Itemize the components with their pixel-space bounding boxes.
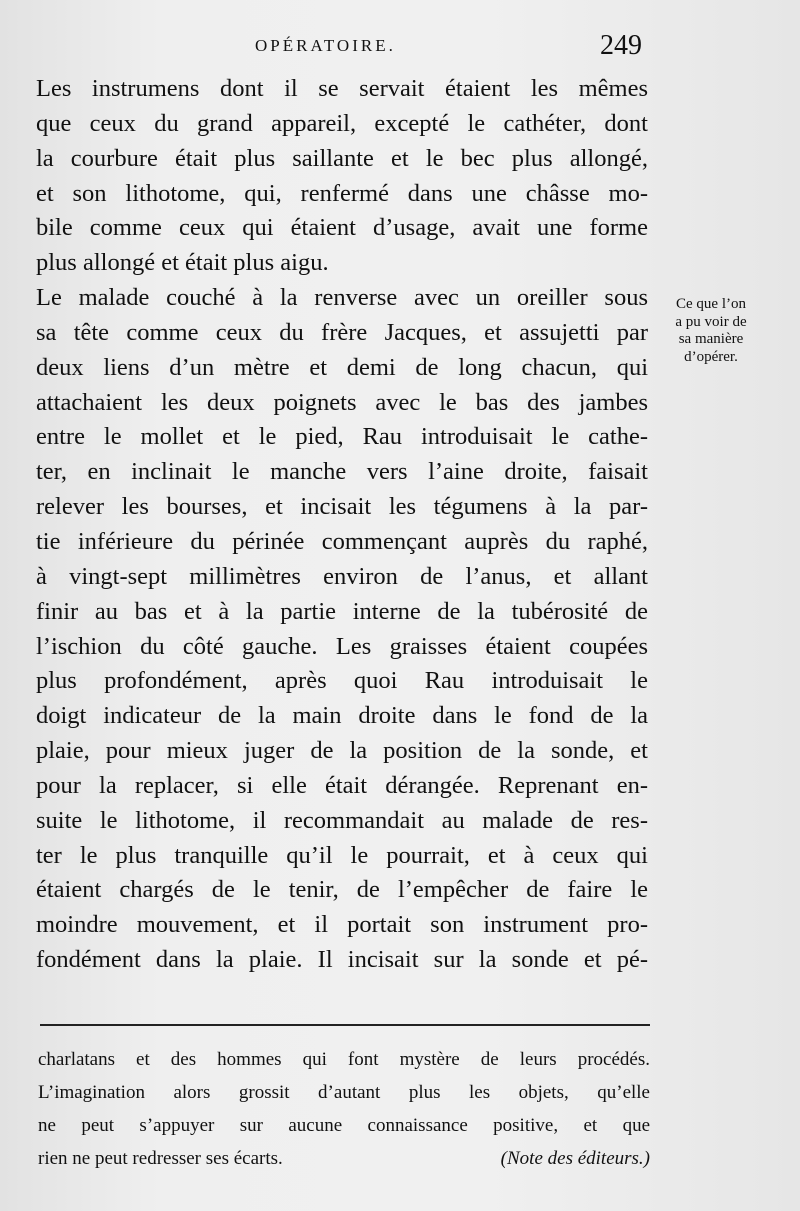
marginal-note-line: d’opérer. (684, 348, 738, 365)
body-line: ter le plus tranquille qu’il le pourrait, et à ceux qui (36, 841, 648, 869)
body-line: ter, en inclinait le manche vers l’aine droite, faisait (36, 458, 648, 486)
footnote-credit: (Note des éditeurs.) (500, 1148, 650, 1169)
footnote-line: charlatans et des hommes qui font mystère de leurs procédés. (38, 1049, 650, 1070)
body-line: sa tête comme ceux du frère Jacques, et assujetti par (36, 318, 648, 346)
page-header (0, 30, 800, 70)
body-line: entre le mollet et le pied, Rau introduisait le cathe- (36, 423, 648, 451)
body-line: la courbure était plus saillante et le bec plus allongé, (36, 144, 648, 172)
page-number: 249 (600, 30, 642, 61)
body-line: à vingt-sept millimètres environ de l’anus, et allant (36, 562, 648, 590)
body-line: finir au bas et à la partie interne de la tubérosité de (36, 597, 648, 625)
marginal-note-line: Ce que l’on (676, 296, 746, 312)
footnote (38, 1043, 650, 1175)
marginal-note-line: a pu voir de (675, 313, 747, 330)
body-line: suite le lithotome, il recommandait au malade de res- (36, 806, 648, 834)
body-line: Les instrumens dont il se servait étaient les mêmes (36, 75, 648, 102)
footnote-text: rien ne peut redresser ses écarts. (38, 1148, 283, 1169)
marginal-note (655, 296, 767, 366)
body-text (36, 72, 648, 978)
body-line: plaie, pour mieux juger de la position de la sonde, et (36, 737, 648, 765)
footnote-rule (40, 1024, 650, 1026)
footnote-line: ne peut s’appuyer sur aucune connaissance positive, et que (38, 1115, 650, 1136)
body-line: deux liens d’un mètre et demi de long chacun, qui (36, 353, 648, 381)
body-line: fondément dans la plaie. Il incisait sur la sonde et pé- (36, 946, 648, 974)
body-line: doigt indicateur de la main droite dans le fond de la (36, 702, 648, 730)
body-line: relever les bourses, et incisait les tégumens à la par- (36, 493, 648, 521)
body-line: étaient chargés de le tenir, de l’empêcher de faire le (36, 876, 648, 904)
marginal-note-line: sa manière (678, 331, 744, 347)
body-line: plus profondément, après quoi Rau introduisait le (36, 667, 648, 695)
body-line: que ceux du grand appareil, excepté le cathéter, dont (36, 109, 648, 137)
body-line: plus allongé et était plus aigu. (36, 249, 329, 277)
body-line: tie inférieure du périnée commençant auprès du raphé, (36, 527, 648, 555)
footnote-last-line (38, 1142, 650, 1175)
body-line: l’ischion du côté gauche. Les graisses étaient coupées (36, 632, 648, 660)
body-line: bile comme ceux qui étaient d’usage, avait une forme (36, 214, 648, 242)
body-line: Le malade couché à la renverse avec un oreiller sous (36, 284, 648, 312)
body-line: moindre mouvement, et il portait son instrument pro- (36, 911, 648, 939)
running-head: OPÉRATOIRE. (255, 36, 396, 55)
footnote-line: L’imagination alors grossit d’autant plus les objets, qu’elle (38, 1082, 650, 1103)
body-line: et son lithotome, qui, renfermé dans une châsse mo- (36, 179, 648, 207)
body-line: pour la replacer, si elle était dérangée. Reprenant en- (36, 771, 648, 799)
body-line: attachaient les deux poignets avec le bas des jambes (36, 388, 648, 416)
